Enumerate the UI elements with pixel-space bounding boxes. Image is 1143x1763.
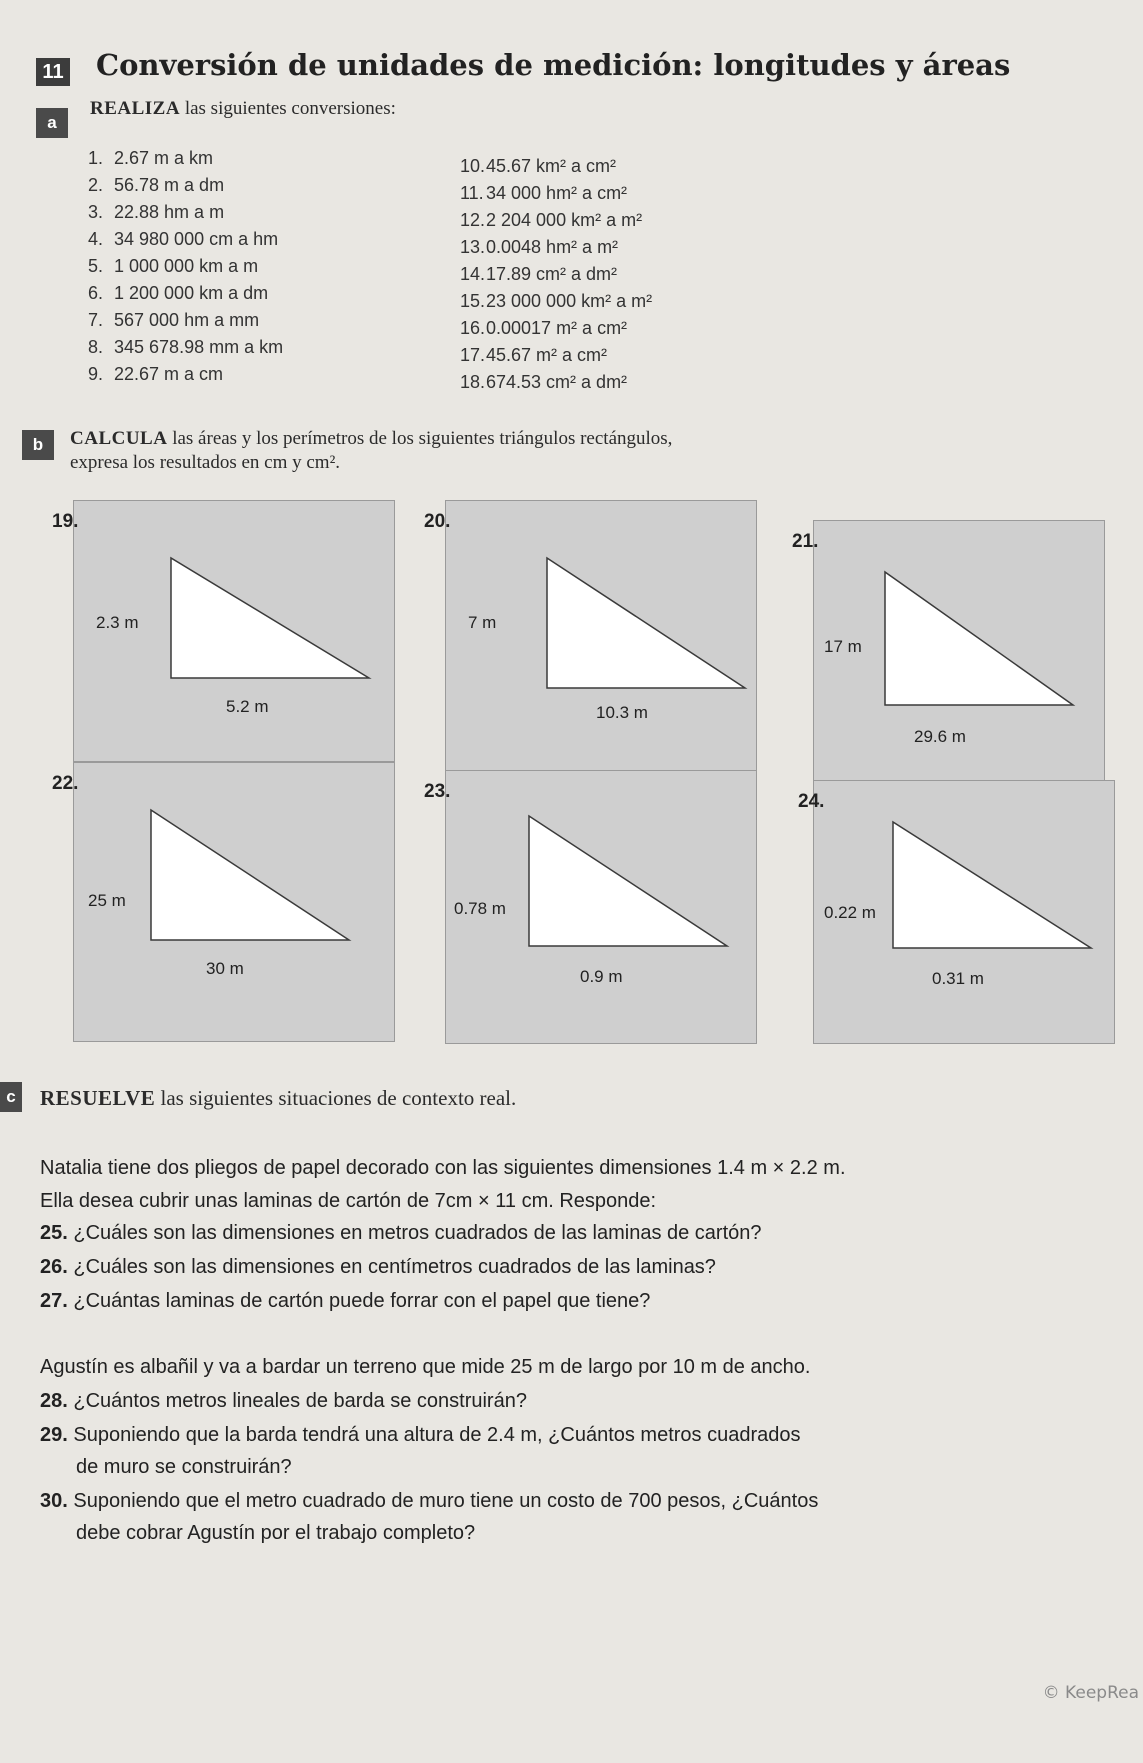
section-c-badge: c <box>0 1082 22 1112</box>
conversion-item <box>88 202 224 223</box>
right-triangle <box>885 572 1073 705</box>
item-text: 23 000 000 km² a m² <box>486 291 653 311</box>
question-30 <box>40 1490 818 1513</box>
question-number: 30. <box>40 1490 68 1512</box>
triangle-grid <box>52 500 1113 1040</box>
triangle-height-label: 0.78 m <box>454 899 506 918</box>
exercise-number: 23. <box>424 781 451 802</box>
exercise-number: 20. <box>424 511 451 532</box>
conversion-item <box>88 364 223 385</box>
item-number: 10. <box>460 156 486 176</box>
question-26 <box>40 1256 716 1279</box>
item-text: 1 000 000 km a m <box>114 256 259 276</box>
triangle-height-label: 25 m <box>88 891 126 910</box>
triangle-cell <box>798 780 1115 1044</box>
conversion-item <box>88 337 283 358</box>
item-number: 8. <box>88 337 104 357</box>
section-a-instruction <box>90 98 396 120</box>
triangle-base-label: 0.9 m <box>580 967 623 986</box>
triangle-height-label: 17 m <box>824 637 862 656</box>
triangle-cell <box>424 500 757 772</box>
item-number: 18. <box>460 372 486 392</box>
section-c-text: las siguientes situaciones de contexto real. <box>160 1086 517 1110</box>
section-a-badge: a <box>36 108 68 138</box>
item-text: 674.53 cm² a dm² <box>486 372 628 392</box>
watermark: © KeepRea <box>1042 1683 1139 1703</box>
conversion-item <box>88 256 258 277</box>
conversion-item <box>460 264 617 285</box>
item-text: 345 678.98 mm a km <box>114 337 284 357</box>
section-c-instruction <box>40 1086 516 1111</box>
question-number: 25. <box>40 1222 68 1244</box>
question-text-1: Suponiendo que el metro cuadrado de muro tiene un costo de 700 pesos, ¿Cuántos <box>73 1490 819 1512</box>
right-triangle-figure <box>528 815 728 947</box>
question-28 <box>40 1390 527 1413</box>
item-number: 13. <box>460 237 486 257</box>
item-number: 2. <box>88 175 104 195</box>
triangle-height-label: 2.3 m <box>96 613 139 632</box>
conversion-item <box>460 210 642 231</box>
question-text: ¿Cuáles son las dimensiones en centímetros cuadrados de las laminas? <box>73 1256 716 1278</box>
question-text: ¿Cuáles son las dimensiones en metros cuadrados de las laminas de cartón? <box>73 1222 762 1244</box>
question-number: 29. <box>40 1424 68 1446</box>
agustin-paragraph: Agustín es albañil y va a bardar un terreno que mide 25 m de largo por 10 m de ancho. <box>40 1356 811 1378</box>
natalia-paragraph-1: Natalia tiene dos pliegos de papel decorado con las siguientes dimensiones 1.4 m × 2.2 m. <box>40 1157 846 1179</box>
question-text: ¿Cuántos metros lineales de barda se construirán? <box>73 1390 527 1412</box>
item-text: 56.78 m a dm <box>114 175 225 195</box>
right-triangle-figure <box>150 809 350 941</box>
item-text: 2.67 m a km <box>114 148 214 168</box>
item-number: 9. <box>88 364 104 384</box>
item-text: 1 200 000 km a dm <box>114 283 269 303</box>
unit-number-badge: 11 <box>36 58 70 86</box>
triangle-cell <box>424 770 757 1044</box>
item-number: 1. <box>88 148 104 168</box>
triangle-base-label: 30 m <box>206 959 244 978</box>
question-number: 27. <box>40 1290 68 1312</box>
item-text: 0.00017 m² a cm² <box>486 318 628 338</box>
item-text: 17.89 cm² a dm² <box>486 264 618 284</box>
item-number: 3. <box>88 202 104 222</box>
question-number: 26. <box>40 1256 68 1278</box>
triangle-base-label: 5.2 m <box>226 697 269 716</box>
item-number: 7. <box>88 310 104 330</box>
conversion-item <box>460 183 627 204</box>
section-b-text-1: las áreas y los perímetros de los siguientes triángulos rectángulos, <box>172 428 673 449</box>
conversion-item <box>460 318 627 339</box>
question-29-continued: de muro se construirán? <box>76 1456 292 1478</box>
conversion-item <box>88 283 268 304</box>
item-number: 11. <box>460 183 484 203</box>
conversion-item <box>460 291 652 312</box>
triangle-cell <box>792 520 1105 782</box>
right-triangle <box>151 810 349 940</box>
question-30-continued: debe cobrar Agustín por el trabajo completo? <box>76 1522 476 1544</box>
triangle-height-label: 0.22 m <box>824 903 876 922</box>
item-number: 14. <box>460 264 486 284</box>
question-25 <box>40 1222 762 1245</box>
item-number: 4. <box>88 229 104 249</box>
item-text: 0.0048 hm² a m² <box>486 237 619 257</box>
exercise-number: 19. <box>52 511 79 532</box>
right-triangle-figure <box>546 557 746 689</box>
triangle-cell <box>52 500 395 762</box>
exercise-number: 24. <box>798 791 825 812</box>
section-a-verb: REALIZA <box>90 98 181 119</box>
item-number: 15. <box>460 291 486 311</box>
item-number: 5. <box>88 256 104 276</box>
right-triangle <box>171 558 369 678</box>
conversion-item <box>88 229 278 250</box>
item-text: 45.67 m² a cm² <box>486 345 608 365</box>
item-text: 22.88 hm a m <box>114 202 225 222</box>
conversion-item <box>460 345 607 366</box>
question-29 <box>40 1424 801 1447</box>
triangle-base-label: 10.3 m <box>596 703 648 722</box>
item-text: 567 000 hm a mm <box>114 310 260 330</box>
conversion-item <box>88 310 259 331</box>
item-text: 2 204 000 km² a m² <box>486 210 643 230</box>
question-text-1: Suponiendo que la barda tendrá una altura de 2.4 m, ¿Cuántos metros cuadrados <box>73 1424 801 1446</box>
triangle-base-label: 0.31 m <box>932 969 984 988</box>
natalia-paragraph-2: Ella desea cubrir unas laminas de cartón de 7cm × 11 cm. Responde: <box>40 1190 657 1212</box>
exercise-number: 21. <box>792 531 819 552</box>
item-text: 34 980 000 cm a hm <box>114 229 279 249</box>
right-triangle-figure <box>884 571 1074 706</box>
item-text: 45.67 km² a cm² <box>486 156 617 176</box>
triangle-cell <box>52 762 395 1042</box>
triangle-height-label: 7 m <box>468 613 497 632</box>
item-number: 17. <box>460 345 486 365</box>
right-triangle <box>547 558 745 688</box>
question-number: 28. <box>40 1390 68 1412</box>
section-b-verb: CALCULA <box>70 428 168 449</box>
item-number: 12. <box>460 210 486 230</box>
right-triangle <box>893 822 1091 948</box>
question-text: ¿Cuántas laminas de cartón puede forrar con el papel que tiene? <box>73 1290 651 1312</box>
section-b-text-2: expresa los resultados en cm y cm². <box>70 452 341 473</box>
exercise-number: 22. <box>52 773 79 794</box>
section-b-instruction <box>70 428 672 450</box>
section-a-text: las siguientes conversiones: <box>184 98 396 119</box>
item-number: 6. <box>88 283 104 303</box>
conversion-item <box>460 156 616 177</box>
right-triangle-figure <box>170 557 370 679</box>
item-text: 34 000 hm² a cm² <box>486 183 628 203</box>
section-b-badge: b <box>22 430 54 460</box>
question-27 <box>40 1290 650 1313</box>
triangle-base-label: 29.6 m <box>914 727 966 746</box>
right-triangle-figure <box>892 821 1092 949</box>
conversion-item <box>88 148 213 169</box>
conversion-item <box>88 175 224 196</box>
conversion-item <box>460 237 618 258</box>
right-triangle <box>529 816 727 946</box>
section-c-verb: RESUELVE <box>40 1086 156 1110</box>
page-title: Conversión de unidades de medición: longitudes y áreas <box>96 48 1011 82</box>
item-number: 16. <box>460 318 486 338</box>
item-text: 22.67 m a cm <box>114 364 224 384</box>
conversion-item <box>460 372 627 393</box>
